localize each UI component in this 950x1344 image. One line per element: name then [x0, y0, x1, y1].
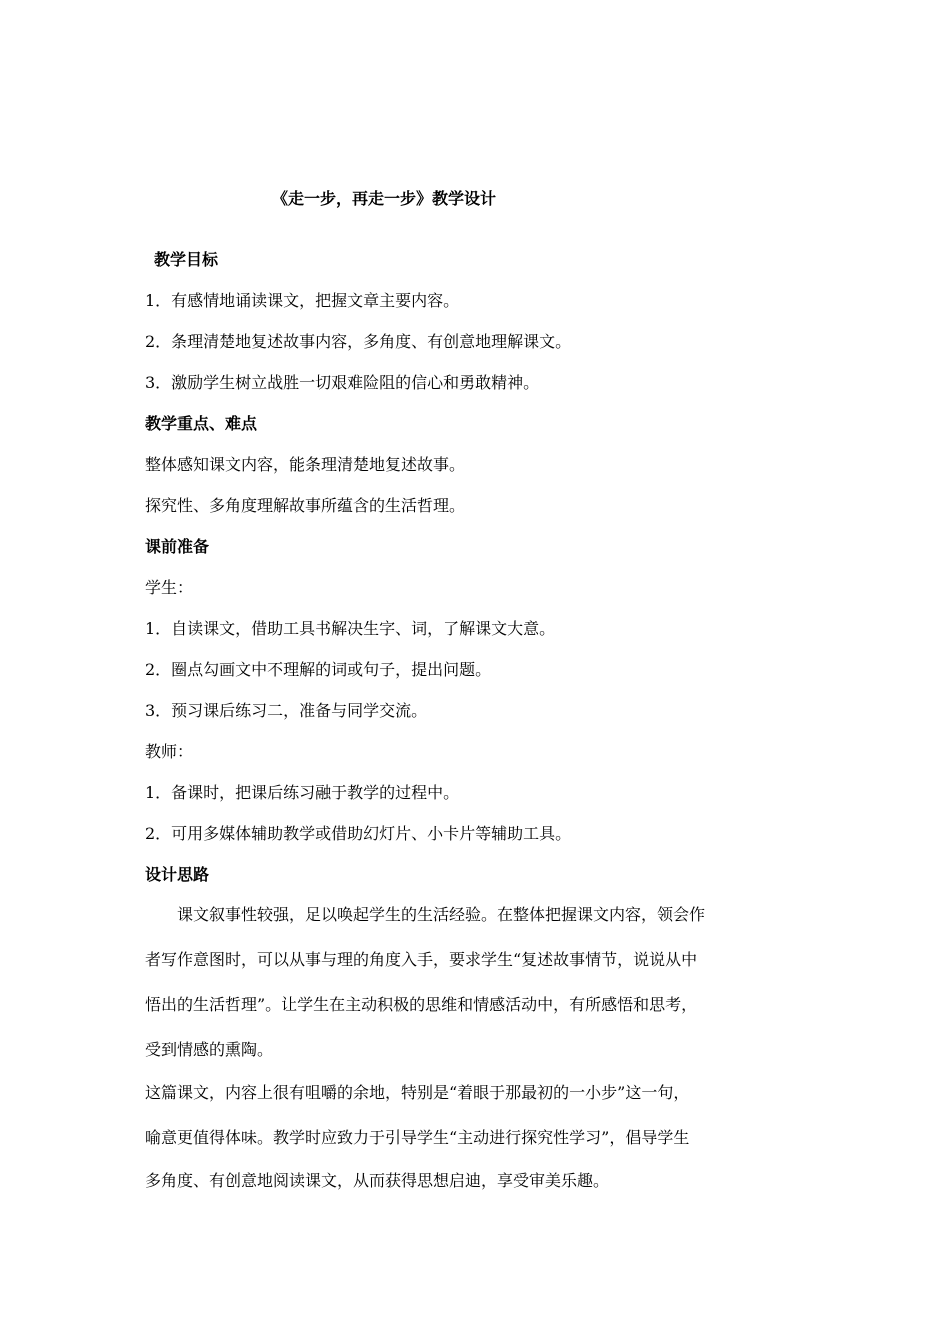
objective-item-2: 2．条理清楚地复述故事内容，多角度、有创意地理解课文。	[145, 332, 572, 351]
design-para2-line-2: 喻意更值得体味。教学时应致力于引导学生“主动进行探究性学习”，倡导学生	[145, 1128, 690, 1147]
preparation-heading: 课前准备	[145, 537, 210, 556]
objective-item-1: 1．有感情地诵读课文，把握文章主要内容。	[145, 291, 460, 310]
design-heading: 设计思路	[145, 865, 210, 884]
teacher-label: 教师：	[145, 742, 194, 761]
design-para2-line-1: 这篇课文，内容上很有咀嚼的余地，特别是“着眼于那最初的一小步”这一句，	[145, 1083, 690, 1102]
objective-item-3: 3．激励学生树立战胜一切艰难险阻的信心和勇敢精神。	[145, 373, 540, 392]
student-item-2: 2．圈点勾画文中不理解的词或句子，提出问题。	[145, 660, 492, 679]
key-point-item-1: 整体感知课文内容，能条理清楚地复述故事。	[145, 455, 466, 474]
student-item-3: 3．预习课后练习二，准备与同学交流。	[145, 701, 428, 720]
design-para1-line-3: 悟出的生活哲理”。让学生在主动积极的思维和情感活动中，有所感悟和思考，	[145, 995, 698, 1014]
student-item-1: 1．自读课文，借助工具书解决生字、词，了解课文大意。	[145, 619, 556, 638]
design-para1-line-4: 受到情感的熏陶。	[145, 1040, 274, 1059]
document-title: 《走一步，再走一步》教学设计	[272, 189, 497, 208]
student-label: 学生：	[145, 578, 194, 597]
design-para2-line-3: 多角度、有创意地阅读课文，从而获得思想启迪，享受审美乐趣。	[145, 1171, 610, 1190]
objectives-heading: 教学目标	[154, 250, 219, 269]
key-points-heading: 教学重点、难点	[145, 414, 258, 433]
key-point-item-2: 探究性、多角度理解故事所蕴含的生活哲理。	[145, 496, 466, 515]
design-para1-line-1: 课文叙事性较强，足以唤起学生的生活经验。在整体把握课文内容，领会作	[145, 905, 706, 924]
teacher-item-1: 1．备课时，把课后练习融于教学的过程中。	[145, 783, 460, 802]
teacher-item-2: 2．可用多媒体辅助教学或借助幻灯片、小卡片等辅助工具。	[145, 824, 572, 843]
design-para1-line-2: 者写作意图时，可以从事与理的角度入手，要求学生“复述故事情节，说说从中	[145, 950, 698, 969]
